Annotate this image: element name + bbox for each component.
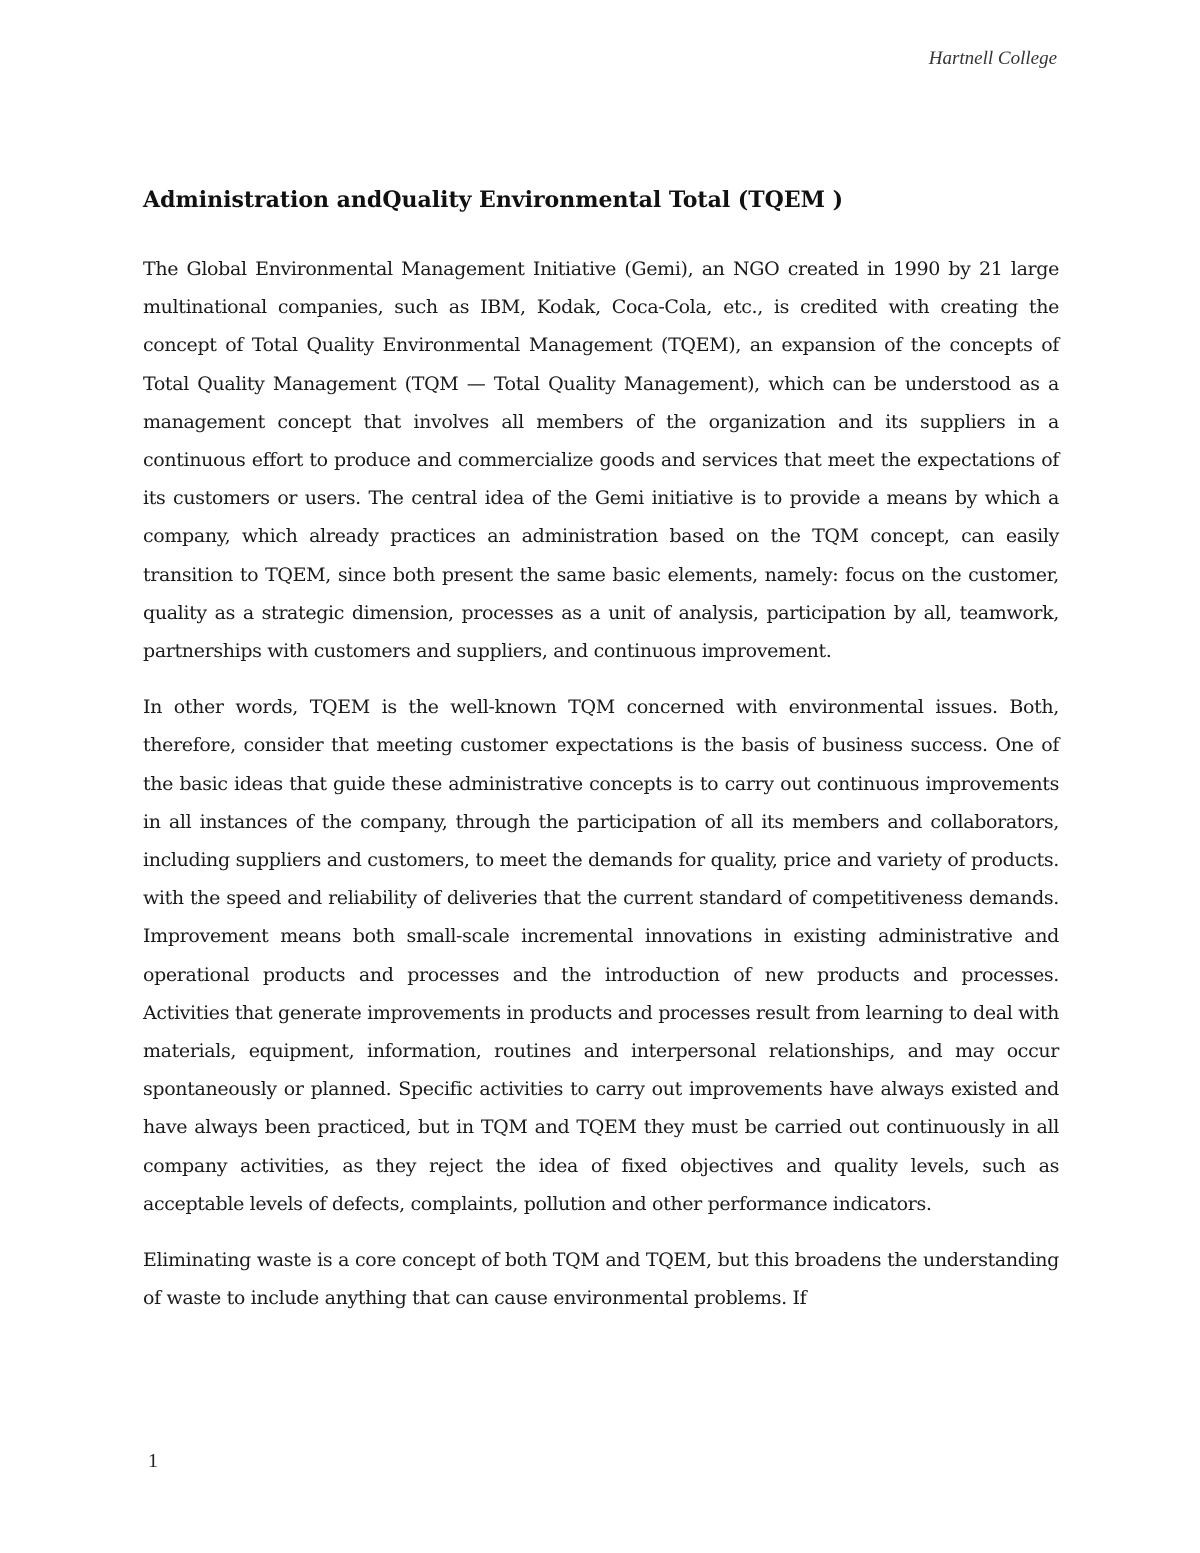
- document-title: Administration andQuality Environmental Total (TQEM ): [143, 187, 844, 213]
- paragraph-3: Eliminating waste is a core concept of both TQM and TQEM, but this broadens the understanding of waste to include anything that can cause environmental problems. If: [143, 1249, 1059, 1310]
- header-institution: Hartnell College: [928, 48, 1057, 69]
- document-body: [143, 180, 1059, 1335]
- page-number: 1: [148, 1450, 158, 1472]
- paragraph-1: The Global Environmental Management Initiative (Gemi), an NGO created in 1990 by 21 large multinational companies, such as IBM, Kodak, Coca-Cola, etc., is credited with creating the concept of Total Quality Environmental Management (TQEM), an expansion of the concepts of Total Quality Management (TQM — Total Quality Management), which can be understood as a management concept that involves all members of the organization and its suppliers in a continuous effort to produce and commercialize goods and services that meet the expectations of its customers or users. The central idea of the Gemi initiative is to provide a means by which a company, which already practices an administration based on the TQM concept, can easily transition to TQEM, since both present the same basic elements, namely: focus on the customer, quality as a strategic dimension, processes as a unit of analysis, participation by all, teamwork, partnerships with customers and suppliers, and continuous improvement.: [143, 258, 1059, 663]
- paragraph-2: In other words, TQEM is the well-known TQM concerned with environmental issues. Both, therefore, consider that meeting customer expectations is the basis of business success. One of the basic ideas that guide these administrative concepts is to carry out continuous improvements in all instances of the company, through the participation of all its members and collaborators, including suppliers and customers, to meet the demands for quality, price and variety of products. with the speed and reliability of deliveries that the current standard of competitiveness demands. Improvement means both small-scale incremental innovations in existing administrative and operational products and processes and the introduction of new products and processes. Activities that generate improvements in products and processes result from learning to deal with materials, equipment, information, routines and interpersonal relationships, and may occur spontaneously or planned. Specific activities to carry out improvements have always existed and have always been practiced, but in TQM and TQEM they must be carried out continuously in all company activities, as they reject the idea of fixed objectives and quality levels, such as acceptable levels of defects, complaints, pollution and other performance indicators.: [143, 696, 1059, 1215]
